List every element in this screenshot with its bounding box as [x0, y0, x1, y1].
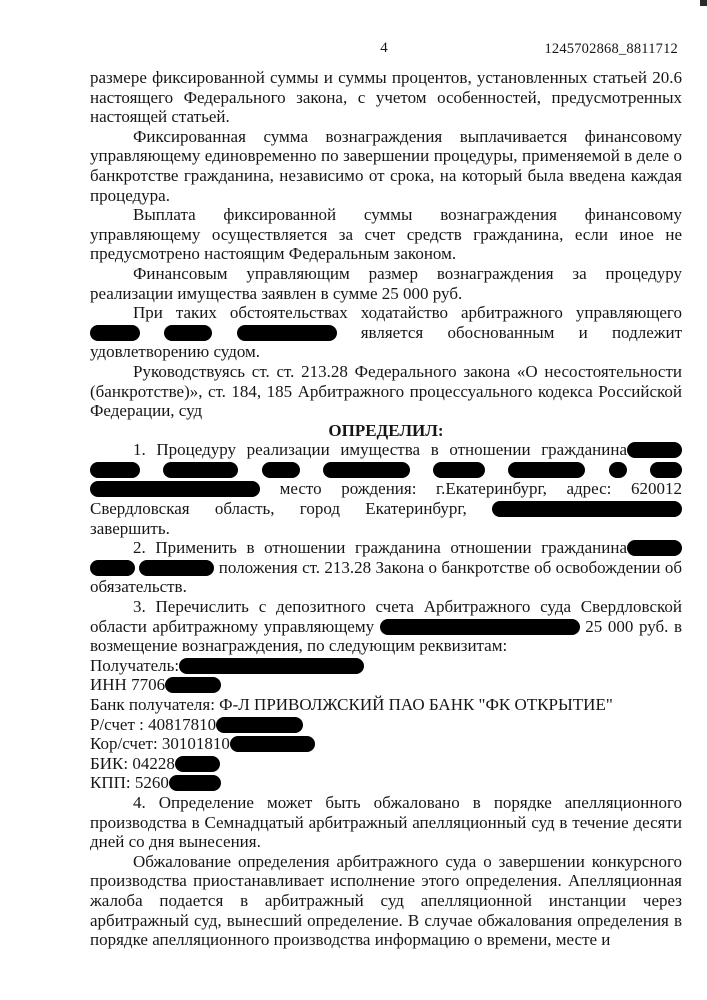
redaction-bar [508, 462, 585, 478]
redaction-bar [163, 462, 238, 478]
determination-heading: ОПРЕДЕЛИЛ: [328, 420, 444, 440]
redaction-bar [90, 462, 140, 478]
detail-corr-account: Кор/счет: 30101810 [90, 734, 682, 754]
detail-recipient: Получатель: [90, 656, 682, 676]
detail-inn: ИНН 7706 [90, 675, 682, 695]
redaction-bar [262, 462, 300, 478]
ruling-item-3: 3. Перечислить с депозитного счета Арбитражного суда Свердловской области арбитражному управляющему 25 000 руб. в возмещение вознаграждения, по следующим реквизитам: [90, 597, 683, 656]
redaction-bar [627, 442, 682, 458]
redaction-bar [609, 462, 627, 478]
redaction-bar [165, 677, 221, 693]
redaction-bar [237, 325, 337, 341]
document-code: 1245702868_8811712 [544, 41, 678, 57]
paragraph-appeal-procedure: Обжалование определения арбитражного суда о завершении конкурсного производства приостанавливает исполнение этого определения. Апелляционная жалоба подается в арбитражный суд апелляционной инстанции через арбитражный суд, вынесший определение. В случае обжалования определения в порядке апелляционного производства информацию о времени, месте и [90, 851, 682, 950]
paragraph-payment-source: Выплата фиксированной суммы вознаграждения финансовому управляющему осуществляется за счет средств гражданина, если иное не предусмотрено настоящим Федеральным законом. [90, 205, 682, 264]
redaction-bar [433, 462, 485, 478]
redaction-bar [139, 560, 214, 576]
redaction-bar [492, 501, 682, 517]
paragraph-petition-justified: При таких обстоятельствах ходатайство арбитражного управляющего является обоснованным и подлежит удовлетворению судом. [90, 303, 683, 362]
page-number: 4 [380, 40, 388, 56]
scan-artifact [700, 0, 707, 6]
court-order-body [90, 68, 682, 950]
redaction-bar [323, 462, 410, 478]
detail-kpp: КПП: 5260 [90, 773, 682, 793]
ruling-item-1: 1. Процедуру реализации имущества в отношении гражданина место рождения: г.Екатеринбург, адрес: 620012 Свердловская область, город Екатеринбург, завершить. [90, 440, 682, 538]
redaction-bar [90, 560, 135, 576]
redaction-bar [230, 736, 315, 752]
redaction-bar [90, 481, 260, 497]
paragraph-fixed-sum-intro: размере фиксированной суммы и суммы процентов, установленных статьей 20.6 настоящего Федерального закона, с учетом особенностей, предусмотренных настоящей статьей. [90, 68, 682, 127]
ruling-item-4: 4. Определение может быть обжаловано в порядке апелляционного производства в Семнадцатый арбитражный апелляционный суд в течение десяти дней со дня вынесения. [90, 792, 682, 852]
redaction-bar [650, 462, 682, 478]
redaction-bar [175, 756, 220, 772]
redaction-bar [627, 540, 682, 556]
redaction-bar [164, 325, 212, 341]
paragraph-legal-basis: Руководствуясь ст. ст. 213.28 Федерального закона «О несостоятельности (банкротстве)», ст. 184, 185 Арбитражного процессуального кодекса Российской Федерации, суд [90, 361, 682, 421]
detail-bank: Банк получателя: Ф-Л ПРИВОЛЖСКИЙ ПАО БАНК "ФК ОТКРЫТИЕ" [90, 695, 613, 714]
redaction-bar [169, 775, 221, 791]
ruling-item-2: 2. Применить в отношении гражданина отношении гражданина положения ст. 213.28 Закона о банкротстве об освобождении об обязательств. [90, 538, 682, 597]
redaction-bar [216, 717, 303, 733]
redaction-bar [380, 619, 580, 635]
paragraph-claimed-sum: Финансовым управляющим размер вознаграждения за процедуру реализации имущества заявлен в сумме 25 000 руб. [90, 263, 682, 303]
detail-account: Р/счет : 40817810 [90, 715, 682, 735]
detail-bik: БИК: 04228 [90, 754, 682, 774]
page-header [90, 40, 678, 60]
redaction-bar [90, 325, 140, 341]
redaction-bar [179, 658, 364, 674]
paragraph-fixed-sum-payment: Фиксированная сумма вознаграждения выплачивается финансовому управляющему единовременно по завершении процедуры, применяемой в деле о банкротстве гражданина, независимо от срока, на который была введена каждая процедура. [90, 126, 682, 205]
